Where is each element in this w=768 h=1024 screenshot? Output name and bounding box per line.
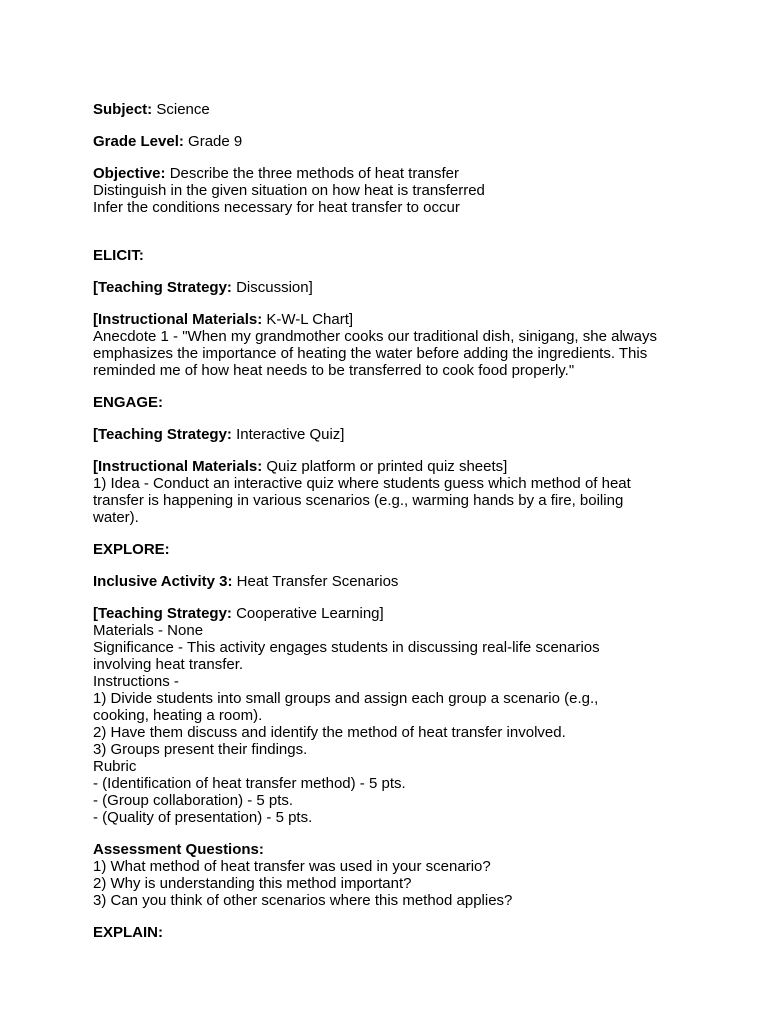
objective-line-2: Distinguish in the given situation on how heat is transferred xyxy=(93,182,485,199)
engage-materials-block xyxy=(93,458,693,526)
explore-body xyxy=(93,605,693,826)
engage-text-line: transfer is happening in various scenarios (e.g., warming hands by a fire, boiling xyxy=(93,492,624,509)
grade-line xyxy=(93,133,693,150)
bracket-open: [ xyxy=(93,279,98,296)
elicit-heading-text: ELICIT: xyxy=(93,247,144,264)
bracket-open: [ xyxy=(93,311,98,328)
objective-line-1 xyxy=(93,165,693,182)
engage-text-line: water). xyxy=(93,509,139,526)
elicit-materials xyxy=(93,311,693,328)
explore-text-line: Materials - None xyxy=(93,622,204,639)
assessment-heading-text: Assessment Questions: xyxy=(93,841,264,858)
explore-text-line: Instructions - xyxy=(93,673,179,690)
explore-text-line: involving heat transfer. xyxy=(93,656,244,673)
objective-first: Describe the three methods of heat transfer xyxy=(165,165,460,182)
explore-activity xyxy=(93,573,693,590)
strategy-label: Teaching Strategy: xyxy=(98,426,232,443)
engage-materials xyxy=(93,458,693,475)
subject-value: Science xyxy=(152,101,210,118)
explore-text-line: 1) Divide students into small groups and assign each group a scenario (e.g., xyxy=(93,690,599,707)
explore-heading xyxy=(93,541,693,558)
elicit-strategy xyxy=(93,279,693,296)
materials-label: Instructional Materials: xyxy=(98,458,263,475)
explore-heading-text: EXPLORE: xyxy=(93,541,170,558)
explain-heading-text: EXPLAIN: xyxy=(93,924,164,941)
explore-text-line: - (Identification of heat transfer method) - 5 pts. xyxy=(93,775,406,792)
assessment-block xyxy=(93,841,693,909)
objective-label: Objective: xyxy=(93,165,166,182)
elicit-text-line: emphasizes the importance of heating the water before adding the ingredients. This xyxy=(93,345,648,362)
lesson-plan-content xyxy=(93,101,693,941)
explore-text-line: 2) Have them discuss and identify the method of heat transfer involved. xyxy=(93,724,566,741)
explore-text-line: 3) Groups present their findings. xyxy=(93,741,308,758)
strategy-value: Interactive Quiz] xyxy=(231,426,345,443)
activity-label: Inclusive Activity 3: xyxy=(93,573,233,590)
assessment-question: 1) What method of heat transfer was used in your scenario? xyxy=(93,858,491,875)
explain-heading xyxy=(93,924,693,941)
subject-line xyxy=(93,101,693,118)
grade-label: Grade Level: xyxy=(93,133,184,150)
strategy-value: Discussion] xyxy=(231,279,313,296)
activity-value: Heat Transfer Scenarios xyxy=(232,573,399,590)
bracket-open: [ xyxy=(93,605,98,622)
elicit-text-line: Anecdote 1 - "When my grandmother cooks our traditional dish, sinigang, she always xyxy=(93,328,657,345)
elicit-text-line: reminded me of how heat needs to be transferred to cook food properly." xyxy=(93,362,575,379)
explore-text-line: - (Quality of presentation) - 5 pts. xyxy=(93,809,313,826)
engage-heading-text: ENGAGE: xyxy=(93,394,164,411)
engage-text-line: 1) Idea - Conduct an interactive quiz where students guess which method of heat xyxy=(93,475,631,492)
bracket-open: [ xyxy=(93,426,98,443)
strategy-value: Cooperative Learning] xyxy=(231,605,384,622)
strategy-label: Teaching Strategy: xyxy=(98,279,232,296)
subject-label: Subject: xyxy=(93,101,153,118)
explore-strategy xyxy=(93,605,693,622)
grade-value: Grade 9 xyxy=(183,133,243,150)
explore-text-line: Rubric xyxy=(93,758,137,775)
assessment-question: 2) Why is understanding this method important? xyxy=(93,875,412,892)
materials-label: Instructional Materials: xyxy=(98,311,263,328)
materials-value: K-W-L Chart] xyxy=(262,311,354,328)
explore-text-line: - (Group collaboration) - 5 pts. xyxy=(93,792,294,809)
engage-strategy xyxy=(93,426,693,443)
elicit-heading xyxy=(93,247,693,264)
materials-value: Quiz platform or printed quiz sheets] xyxy=(262,458,508,475)
assessment-question: 3) Can you think of other scenarios where this method applies? xyxy=(93,892,513,909)
bracket-open: [ xyxy=(93,458,98,475)
elicit-materials-block xyxy=(93,311,693,379)
strategy-label: Teaching Strategy: xyxy=(98,605,232,622)
engage-heading xyxy=(93,394,693,411)
assessment-heading xyxy=(93,841,693,858)
objective-line-3: Infer the conditions necessary for heat transfer to occur xyxy=(93,199,460,216)
objective-block xyxy=(93,165,693,216)
explore-text-line: cooking, heating a room). xyxy=(93,707,263,724)
explore-text-line: Significance - This activity engages students in discussing real-life scenarios xyxy=(93,639,600,656)
